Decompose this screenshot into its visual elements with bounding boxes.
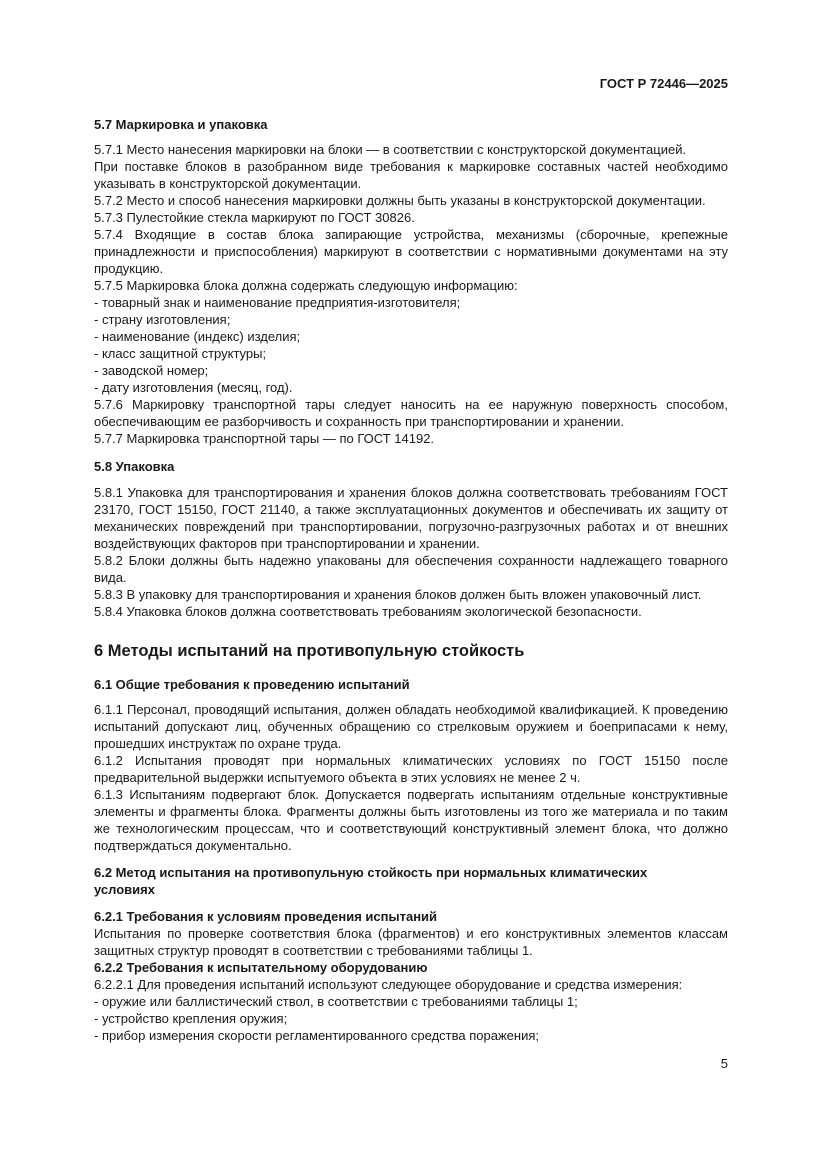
section-heading-6-1: 6.1 Общие требования к проведению испытаний: [94, 677, 410, 692]
paragraph-5-8-2: 5.8.2 Блоки должны быть надежно упакованы для обеспечения сохранности надлежащего товарного вида.: [94, 553, 728, 585]
document-code: ГОСТ Р 72446—2025: [599, 76, 728, 91]
section-heading-6-2: 6.2 Метод испытания на противопульную стойкость при нормальных климатических условиях: [94, 865, 648, 897]
paragraph-5-8-3: 5.8.3 В упаковку для транспортирования и хранения блоков должен быть вложен упаковочный лист.: [94, 587, 702, 602]
paragraph-5-8-4: 5.8.4 Упаковка блоков должна соответствовать требованиям экологической безопасности.: [94, 604, 642, 619]
list-item: - товарный знак и наименование предприятия-изготовителя;: [94, 295, 461, 310]
paragraph-6-1-2: 6.1.2 Испытания проводят при нормальных климатических условиях по ГОСТ 15150 после предварительной выдержки испытуемого объекта в этих условиях не менее 2 ч.: [94, 753, 728, 785]
page-number: 5: [720, 1056, 728, 1071]
paragraph-5-7-3: 5.7.3 Пулестойкие стекла маркируют по ГОСТ 30826.: [94, 210, 415, 225]
section-heading-5-8: 5.8 Упаковка: [94, 459, 175, 474]
paragraph-5-7-4: 5.7.4 Входящие в состав блока запирающие устройства, механизмы (сборочные, крепежные принадлежности и приспособления) маркируют в соответствии с нормативными документами на эту продукцию.: [94, 227, 728, 276]
section-heading-6-2-1: 6.2.1 Требования к условиям проведения испытаний: [94, 909, 438, 924]
paragraph-5-7-1: 5.7.1 Место нанесения маркировки на блоки — в соответствии с конструкторской документацией.: [94, 142, 687, 157]
chapter-heading-6: 6 Методы испытаний на противопульную стойкость: [94, 642, 525, 660]
paragraph-5-7-6: 5.7.6 Маркировку транспортной тары следует наносить на ее наружную поверхность способом, обеспечивающим ее разборчивость и сохранность при транспортировании и хранении.: [94, 397, 728, 429]
list-item: - оружие или баллистический ствол, в соответствии с требованиями таблицы 1;: [94, 994, 578, 1009]
paragraph-5-7-2: 5.7.2 Место и способ нанесения маркировки должны быть указаны в конструкторской документации.: [94, 193, 706, 208]
paragraph-6-2-1: Испытания по проверке соответствия блока (фрагментов) и его конструктивных элементов классам защитных структур проводят в соответствии с требованиями таблицы 1.: [94, 926, 728, 958]
list-item: - наименование (индекс) изделия;: [94, 329, 301, 344]
paragraph-6-2-2-1: 6.2.2.1 Для проведения испытаний используют следующее оборудование и средства измерения:: [94, 977, 683, 992]
paragraph-6-1-3: 6.1.3 Испытаниям подвергают блок. Допускается подвергать испытаниям отдельные конструктивные элементы и фрагменты блока. Фрагменты должны быть изготовлены из того же материала и по таким же технологическим процессам, что и соответствующий конструктивный элемент блока, что должно подтверждаться документально.: [94, 787, 728, 853]
page-content: [94, 116, 728, 1044]
list-item: - заводской номер;: [94, 363, 209, 378]
paragraph-5-8-1: 5.8.1 Упаковка для транспортирования и хранения блоков должна соответствовать требованиям ГОСТ 23170, ГОСТ 15150, ГОСТ 21140, а также эксплуатационных документов и обеспечивать их защиту от механических повреждений при транспортировании, погрузочно-разгрузочных работах и от внешних воздействующих факторов при транспортировании и хранении.: [94, 485, 728, 551]
section-heading-5-7: 5.7 Маркировка и упаковка: [94, 117, 268, 132]
list-item: - устройство крепления оружия;: [94, 1011, 288, 1026]
paragraph-6-1-1: 6.1.1 Персонал, проводящий испытания, должен обладать необходимой квалификацией. К проведению испытаний допускают лиц, обученных обращению со стрелковым оружием и боеприпасами к нему, прошедших инструктаж по охране труда.: [94, 702, 728, 751]
list-item: - страну изготовления;: [94, 312, 231, 327]
list-item: - дату изготовления (месяц, год).: [94, 380, 293, 395]
list-item: - прибор измерения скорости регламентированного средства поражения;: [94, 1028, 539, 1043]
paragraph-5-7-7: 5.7.7 Маркировка транспортной тары — по ГОСТ 14192.: [94, 431, 435, 446]
paragraph-5-7-1-cont: При поставке блоков в разобранном виде требования к маркировке составных частей необходимо указывать в конструкторской документации.: [94, 159, 728, 191]
section-heading-6-2-2: 6.2.2 Требования к испытательному оборудованию: [94, 960, 428, 975]
paragraph-5-7-5: 5.7.5 Маркировка блока должна содержать следующую информацию:: [94, 278, 518, 293]
list-item: - класс защитной структуры;: [94, 346, 267, 361]
